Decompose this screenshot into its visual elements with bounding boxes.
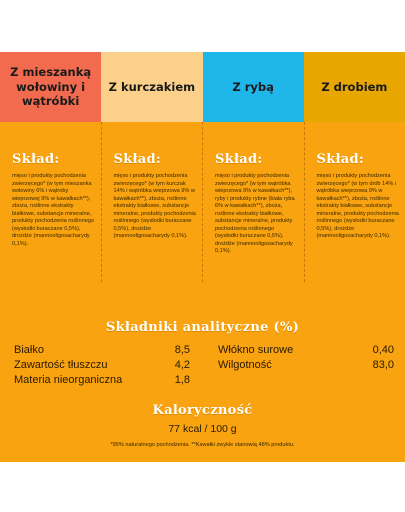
nutrient-name: Wilgotność bbox=[218, 358, 272, 371]
composition-text: mięso i produkty pochodzenia zwierzęcego* (w tym wątróbka wieprzowa 9% w kawałkach**), ryby i produkty rybne (biała ryba 6% w kawałkach**), zboża, roślinne ekstrakty białkowe, substancje mineralne, produkty pochodzenia roślinnego (wysłodki buraczane 0,5%), drożdże (mannooligosacharydy 0,1%). bbox=[215, 173, 295, 255]
nutrient-value: 83,0 bbox=[372, 358, 394, 371]
composition-title: Skład: bbox=[12, 152, 60, 167]
nutrient-name: Zawartość tłuszczu bbox=[14, 358, 108, 371]
composition-title: Skład: bbox=[215, 152, 263, 167]
analytical-row bbox=[14, 372, 190, 387]
analytical-left-column bbox=[14, 342, 190, 387]
analytical-row bbox=[218, 342, 394, 357]
composition-text: mięso i produkty pochodzenia zwierzęcego* (w tym drób 14% i wątróbka wieprzowa 9% w kawałkach**), zboża, roślinne ekstrakty białkowe, substancje mineralne, produkty pochodzenia roślinnego (wysłodki buraczane 0,5%), drożdże (mannooligosacharydy 0,1%). bbox=[316, 173, 399, 240]
variant-tabs bbox=[0, 52, 405, 122]
analytical-row bbox=[14, 342, 190, 357]
composition-column-poultry bbox=[304, 122, 405, 282]
nutrient-value: 4,2 bbox=[174, 358, 190, 371]
nutrient-value: 0,40 bbox=[372, 343, 394, 356]
tab-beef-liver[interactable]: Z mieszanką wołowiny i wątróbki bbox=[0, 52, 101, 122]
composition-title: Skład: bbox=[113, 152, 162, 167]
nutrient-name: Białko bbox=[14, 343, 44, 356]
footnote: *95% naturalnego pochodzenia. **Kawałki zwykle stanowią 48% produktu. bbox=[110, 442, 295, 448]
analytical-row bbox=[14, 357, 190, 372]
composition-title: Skład: bbox=[316, 152, 365, 167]
tab-poultry[interactable]: Z drobiem bbox=[304, 52, 405, 122]
analytical-title: Składniki analityczne (%) bbox=[105, 320, 300, 335]
tab-fish[interactable]: Z rybą bbox=[203, 52, 304, 122]
composition-column-beef-liver bbox=[0, 122, 101, 282]
calories-value: 77 kcal / 100 g bbox=[168, 423, 237, 435]
composition-columns bbox=[0, 122, 405, 282]
analytical-right-column bbox=[200, 342, 394, 387]
analytical-row bbox=[218, 357, 394, 372]
composition-text: mięso i produkty pochodzenia zwierzęcego* (w tym kurczak 14% i wątróbka wieprzowa 9% w kawałkach**), zboża, roślinne ekstrakty białkowe, substancje mineralne, produkty pochodzenia roślinnego (wysłodki buraczane 0,5%), drożdże (mannooligosacharydy 0,1%). bbox=[113, 173, 196, 240]
nutrient-value: 8,5 bbox=[174, 343, 190, 356]
composition-column-chicken bbox=[101, 122, 203, 282]
analytical-table bbox=[14, 342, 394, 387]
nutrient-name: Włókno surowe bbox=[218, 343, 294, 356]
composition-text: mięso i produkty pochodzenia zwierzęcego* (w tym mieszanka wołowiny 6% i wątroby wieprzowej 9% w kawałkach**), zboża, roślinne ekstrakty białkowe, substancje mineralne, produkty pochodzenia roślinnego (wysłodki buraczane 0,5%), drożdże (mannooligosacharydy 0,1%). bbox=[12, 173, 95, 247]
composition-column-fish bbox=[202, 122, 304, 282]
nutrient-name: Materia nieorganiczna bbox=[14, 373, 123, 386]
tab-chicken[interactable]: Z kurczakiem bbox=[101, 52, 202, 122]
calories-title: Kaloryczność bbox=[152, 403, 253, 418]
info-panel bbox=[0, 122, 405, 462]
nutrient-value: 1,8 bbox=[174, 373, 190, 386]
